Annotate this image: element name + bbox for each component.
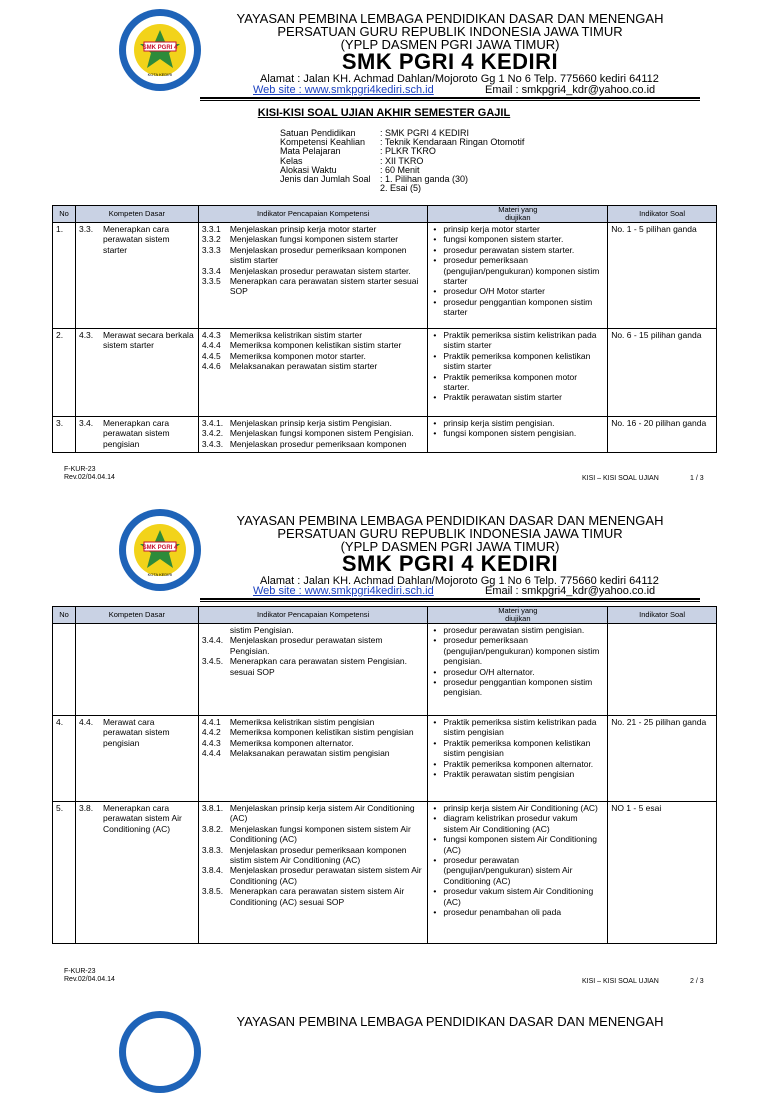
materi-item: • prosedur penggantian komponen sistim starter — [443, 297, 604, 318]
materi-item: • prinsip kerja motor starter — [443, 224, 604, 234]
kd-text: Menerapkan cara perawatan sistem pengisian — [102, 418, 170, 449]
indikator-item — [202, 656, 425, 677]
row-number: 4. — [53, 716, 76, 802]
materi-cell — [428, 624, 608, 716]
indikator-number: 3.8.4. — [201, 865, 224, 876]
indikator-text: Menjelaskan fungsi komponen sistem starter — [229, 234, 399, 245]
school-address: Alamat : Jalan KH. Achmad Dahlan/Mojoroto Gg 1 No 6 Telp. 775660 kediri 64112 — [260, 73, 659, 85]
meta-row: Mata Pelajaran : PLKR TKRO — [280, 146, 436, 157]
materi-item: • fungsi komponen sistem starter. — [443, 234, 604, 244]
foundation-name: YAYASAN PEMBINA LEMBAGA PENDIDIKAN DASAR DAN MENENGAH — [236, 11, 664, 26]
indikator-text: Memeriksa kelistrikan sistim pengisian — [229, 717, 375, 727]
col-indikator: Indikator Pencapaian Kompetensi — [198, 607, 428, 624]
form-code: F-KUR-23 Rev.02/04.04.14 — [64, 466, 115, 481]
indikator-item — [202, 635, 425, 656]
indikator-text: sistim Pengisian. — [229, 625, 294, 635]
meta-row: Satuan Pendidikan : SMK PGRI 4 KEDIRI — [280, 128, 470, 138]
row-number: 5. — [53, 802, 76, 944]
indikator-number: 4.4.4 — [201, 340, 221, 351]
materi-item: • prinsip kerja sistim pengisian. — [443, 418, 604, 428]
row-number: 1. — [53, 223, 76, 329]
col-materi: Materi yang diujikan — [428, 206, 608, 223]
materi-item: • prosedur pemeriksaan (pengujian/pengukuran) komponen sistim pengisian. — [443, 635, 604, 666]
indikator-number: 3.3.3 — [201, 244, 221, 255]
school-name: SMK PGRI 4 KEDIRI — [341, 49, 559, 74]
indikator-item — [202, 865, 425, 886]
indikator-text: Memeriksa komponen kelistikan sistim starter — [229, 340, 402, 351]
kisi-table-page-2 — [52, 606, 717, 944]
materi-item: • prosedur penggantian komponen sistim pengisian. — [443, 677, 604, 698]
materi-item: • Praktik perawatan sistim starter — [443, 392, 604, 402]
indikator-number: 3.3.1 — [201, 224, 221, 234]
materi-item: • fungsi komponen sistem pengisian. — [443, 428, 604, 438]
materi-item: • prosedur pemeriksaan (pengujian/pengukuran) komponen sistim starter — [443, 255, 604, 286]
indikator-text: Menjelaskan prosedur pemeriksaan komponen sistim starter — [229, 244, 407, 266]
indikator-number: 3.8.3. — [201, 844, 224, 855]
indikator-text: Menjelaskan prinsip kerja sistim Pengisian. — [229, 418, 392, 428]
materi-item: • prosedur perawatan sistim pengisian. — [443, 625, 604, 635]
footer-label: KISI – KISI SOAL UJIAN — [582, 978, 659, 985]
col-indikator: Indikator Pencapaian Kompetensi — [198, 206, 428, 223]
indikator-soal-cell: No. 6 - 15 pilihan ganda — [608, 329, 717, 417]
indikator-number: 4.4.4 — [201, 748, 221, 759]
indikator-text: Menjelaskan prinsip kerja sistem Air Conditioning (AC) — [229, 803, 415, 824]
indikator-cell — [198, 716, 428, 802]
indikator-text: Menjelaskan fungsi komponen sistem Pengisian. — [229, 428, 414, 439]
logo-city-text: KOTA KEDIRI — [147, 72, 173, 77]
indikator-item — [202, 738, 425, 748]
header-divider-thin — [200, 601, 700, 602]
materi-cell — [428, 716, 608, 802]
indikator-cell — [198, 802, 428, 944]
indikator-number: 3.4.1. — [201, 418, 224, 428]
col-no: No — [53, 206, 76, 223]
foundation-name: YAYASAN PEMBINA LEMBAGA PENDIDIKAN DASAR DAN MENENGAH — [236, 1014, 664, 1029]
kd-number: 3.3. — [78, 224, 94, 234]
meta-row: 2. Esai (5) — [380, 183, 422, 194]
indikator-text: Menjelaskan prinsip kerja motor starter — [229, 224, 377, 234]
indikator-text: Memeriksa komponen kelistikan sistim pengisian — [229, 727, 414, 738]
materi-item: • prosedur perawatan sistem starter. — [443, 245, 604, 255]
col-materi: Materi yang diujikan — [428, 607, 608, 624]
materi-item: • prosedur perawatan (pengujian/pengukuran) sistem Air Conditioning (AC) — [443, 855, 604, 886]
indikator-item — [202, 727, 425, 737]
indikator-number: 4.4.5 — [201, 350, 221, 361]
meta-row: Kelas : XII TKRO — [280, 155, 424, 166]
indikator-number: 3.4.5. — [201, 656, 224, 667]
indikator-text: Memeriksa komponen motor starter. — [229, 350, 366, 361]
page-number: 1 / 3 — [690, 475, 704, 482]
kompetensi-cell — [75, 802, 198, 944]
indikator-number: 4.4.2 — [201, 727, 221, 738]
indikator-number: 4.4.6 — [201, 361, 221, 372]
materi-item: • prosedur O/H Motor starter — [443, 286, 604, 296]
materi-cell — [428, 802, 608, 944]
col-indikator-soal: Indikator Soal — [608, 607, 717, 624]
indikator-number: 4.4.1 — [201, 717, 221, 727]
indikator-item — [202, 803, 425, 824]
indikator-number: 3.8.1. — [201, 803, 224, 813]
indikator-number: 3.3.2 — [201, 234, 221, 245]
materi-item: • Praktik pemeriksa komponen motor starter. — [443, 372, 604, 393]
row-number: 3. — [53, 417, 76, 453]
indikator-item — [202, 886, 425, 907]
header-divider — [200, 598, 700, 600]
indikator-text: Melaksanakan perawatan sistim starter — [229, 361, 378, 372]
email-text: Email : smkpgri4_kdr@yahoo.co.id — [485, 585, 656, 597]
col-indikator-soal: Indikator Soal — [608, 206, 717, 223]
materi-item: • prosedur vakum sistem Air Conditioning (AC) — [443, 886, 604, 907]
materi-item: • Praktik pemeriksa sistim kelistrikan pada sistim starter — [443, 330, 604, 351]
kompetensi-cell — [75, 624, 198, 716]
table-row — [53, 624, 717, 716]
indikator-text: Memeriksa kelistrikan sistim starter — [229, 330, 363, 340]
school-name: SMK PGRI 4 KEDIRI — [341, 551, 559, 576]
association-abbr: (YPLP DASMEN PGRI JAWA TIMUR) — [340, 539, 560, 554]
materi-item: • diagram kelistrikan prosedur vakum sistem Air Conditioning (AC) — [443, 813, 604, 834]
indikator-text: Menerapkan cara perawatan sistem starter sesuai SOP — [229, 276, 419, 297]
indikator-cell — [198, 624, 428, 716]
document-title: KISI-KISI SOAL UJIAN AKHIR SEMESTER GAJIL — [257, 107, 511, 119]
kd-number: 4.3. — [78, 330, 94, 340]
materi-item: • Praktik pemeriksa komponen alternator. — [443, 759, 604, 769]
indikator-soal-cell — [608, 624, 717, 716]
indikator-item — [202, 824, 425, 845]
association-name: PERSATUAN GURU REPUBLIK INDONESIA JAWA TIMUR — [277, 24, 623, 39]
website-link[interactable]: Web site : www.smkpgri4kediri.sch.id — [253, 84, 434, 96]
indikator-text: Menjelaskan prosedur pemeriksaan komponen sistim sistem Air Conditioning (AC) — [229, 844, 407, 866]
table-header-row — [53, 607, 717, 624]
indikator-item — [202, 845, 425, 866]
kd-number: 3.8. — [78, 803, 94, 813]
indikator-text: Menjelaskan prosedur perawatan sistem sistem Air Conditioning (AC) — [229, 865, 422, 886]
materi-item: • prinsip kerja sistem Air Conditioning (AC) — [443, 803, 604, 813]
table-body — [53, 624, 717, 944]
indikator-number: 3.4.4. — [201, 635, 224, 646]
kd-text: Merawat cara perawatan sistem pengisian — [102, 717, 170, 748]
website-link[interactable]: Web site : www.smkpgri4kediri.sch.id — [253, 585, 434, 597]
meta-row: Jenis dan Jumlah Soal : 1. Pilihan ganda (30) — [280, 174, 469, 185]
col-kompetensi: Kompeten Dasar — [75, 206, 198, 223]
association-abbr: (YPLP DASMEN PGRI JAWA TIMUR) — [340, 37, 560, 52]
indikator-soal-cell: No. 21 - 25 pilihan ganda — [608, 716, 717, 802]
kd-number: 4.4. — [78, 717, 94, 727]
indikator-number — [202, 625, 230, 635]
col-no: No — [53, 607, 76, 624]
materi-item: • Praktik pemeriksa komponen kelistikan sistim starter — [443, 351, 604, 372]
kd-text: Merawat secara berkala sistem starter — [102, 330, 194, 351]
row-number — [53, 624, 76, 716]
materi-item: • Praktik pemeriksa sistim kelistrikan pada sistim pengisian — [443, 717, 604, 738]
association-name: PERSATUAN GURU REPUBLIK INDONESIA JAWA TIMUR — [277, 526, 623, 541]
indikator-soal-cell: No. 1 - 5 pilihan ganda — [608, 223, 717, 329]
indikator-number: 3.3.5 — [201, 276, 221, 287]
footer-label: KISI – KISI SOAL UJIAN — [582, 475, 659, 482]
indikator-text: Menjelaskan prosedur perawatan sistem starter. — [229, 265, 411, 276]
indikator-number: 3.8.2. — [201, 823, 224, 834]
indikator-text: Menjelaskan prosedur pemeriksaan komponen — [229, 438, 407, 449]
logo-school-text: SMK PGRI 4 — [142, 545, 178, 551]
col-kompetensi: Kompeten Dasar — [75, 607, 198, 624]
row-number: 2. — [53, 329, 76, 417]
kompetensi-cell — [75, 716, 198, 802]
indikator-text: Menjelaskan fungsi komponen sistem sistem Air Conditioning (AC) — [229, 823, 411, 845]
indikator-soal-cell: No. 16 - 20 pilihan ganda — [608, 417, 717, 453]
indikator-number: 4.4.3 — [201, 330, 221, 340]
logo-city-text: KOTA KEDIRI — [147, 572, 173, 577]
materi-item: • Praktik pemeriksa komponen kelistikan sistim pengisian — [443, 738, 604, 759]
indikator-text: Menjelaskan prosedur perawatan sistem Pengisian. — [229, 635, 383, 656]
materi-item: • prosedur penambahan oli pada — [443, 907, 604, 917]
form-code: F-KUR-23 Rev.02/04.04.14 — [64, 968, 115, 983]
indikator-number: 3.4.2. — [201, 428, 224, 439]
meta-row: Alokasi Waktu : 60 Menit — [280, 164, 420, 175]
indikator-number: 3.4.3. — [201, 438, 224, 449]
materi-item: • Praktik perawatan sistim pengisian — [443, 769, 604, 779]
materi-item: • fungsi komponen sistem Air Conditioning (AC) — [443, 834, 604, 855]
school-logo — [118, 1010, 202, 1094]
indikator-text: Melaksanakan perawatan sistim pengisian — [229, 748, 390, 759]
indikator-text: Menerapkan cara perawatan sistem sistem Air Conditioning (AC) sesuai SOP — [229, 886, 405, 907]
indikator-item — [202, 717, 425, 727]
indikator-text: Memeriksa komponen alternator. — [229, 737, 354, 748]
indikator-soal-cell: NO 1 - 5 esai — [608, 802, 717, 944]
table-row — [53, 716, 717, 802]
logo-school-text: SMK PGRI 4 — [142, 45, 178, 51]
materi-item: • prosedur O/H alternator. — [443, 667, 604, 677]
page-number: 2 / 3 — [690, 978, 704, 985]
indikator-item — [202, 748, 425, 758]
indikator-item — [202, 625, 425, 635]
kd-text: Menerapkan cara perawatan sistem Air Conditioning (AC) — [102, 803, 182, 834]
kd-number: 3.4. — [78, 418, 94, 428]
table-row — [53, 802, 717, 944]
meta-row: Kompetensi Keahlian : Teknik Kendaraan Ringan Otomotif — [280, 137, 525, 148]
email-text: Email : smkpgri4_kdr@yahoo.co.id — [485, 84, 656, 96]
indikator-text: Menerapkan cara perawatan sistem Pengisian. sesuai SOP — [229, 656, 408, 677]
indikator-number: 3.3.4 — [201, 265, 221, 276]
kd-text: Menerapkan cara perawatan sistem starter — [102, 224, 170, 255]
indikator-number: 4.4.3 — [201, 737, 221, 748]
foundation-name: YAYASAN PEMBINA LEMBAGA PENDIDIKAN DASAR DAN MENENGAH — [236, 513, 664, 528]
school-address: Alamat : Jalan KH. Achmad Dahlan/Mojoroto Gg 1 No 6 Telp. 775660 kediri 64112 — [260, 575, 659, 587]
indikator-number: 3.8.5. — [201, 886, 224, 897]
school-logo — [118, 508, 202, 592]
